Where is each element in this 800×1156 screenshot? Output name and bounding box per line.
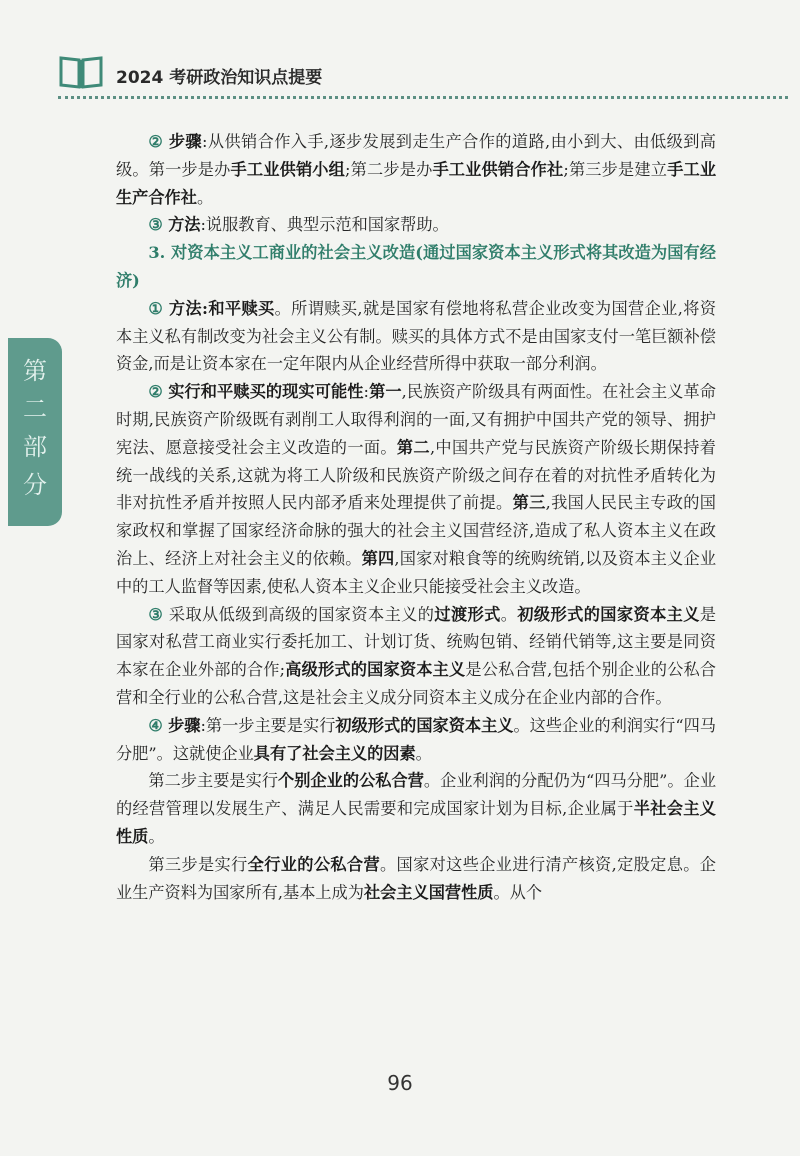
header-title: 2024 考研政治知识点提要 [116,68,323,88]
side-tab-label: 第二部分 [23,357,47,499]
paragraph-redemption-method: ① 方法:和平赎买。所谓赎买,就是国家有偿地将私营企业改变为国营企业,将资本主义私有制改变为社会主义公有制。赎买的具体方式不是由国家支付一笔巨额补偿资金,而是让资本家在一定年限内从企业经营所得中获取一部分利润。 [116,298,717,374]
paragraph-steps-first: ④ 步骤:第一步主要是实行初级形式的国家资本主义。这些企业的利润实行“四马分肥”。这就使企业具有了社会主义的因素。 [116,715,716,763]
paragraph-handicraft-method: ③ 方法:说服教育、典型示范和国家帮助。 [148,215,449,235]
page-number: 96 [387,1071,413,1095]
section-side-tab [8,338,62,526]
page-header [58,54,758,102]
open-book-icon [58,54,104,90]
header-dotted-divider [58,96,788,99]
page-body [116,128,716,906]
paragraph-transition-forms: ③ 采取从低级到高级的国家资本主义的过渡形式。初级形式的国家资本主义是国家对私营工商业实行委托加工、计划订货、统购包销、经销代销等,这主要是同资本家在企业外部的合作;高级形式的国家资本主义是公私合营,包括个别企业的公私合营和全行业的公私合营,这是社会主义成分同资本主义成分在企业内部的合作。 [116,604,717,707]
paragraph-handicraft-steps: ② 步骤:从供销合作入手,逐步发展到走生产合作的道路,由小到大、由低级到高级。第一步是办手工业供销小组;第二步是办手工业供销合作社;第三步是建立手工业生产合作社。 [116,132,717,207]
section-heading-3: 3. 对资本主义工商业的社会主义改造(通过国家资本主义形式将其改造为国有经济) [116,243,716,290]
paragraph-steps-second: 第二步主要是实行个别企业的公私合营。企业利润的分配仍为“四马分肥”。企业的经营管理以发展生产、满足人民需要和完成国家计划为目标,企业属于半社会主义性质。 [116,771,717,846]
paragraph-redemption-possibility: ② 实行和平赎买的现实可能性:第一,民族资产阶级具有两面性。在社会主义革命时期,民族资产阶级既有剥削工人取得利润的一面,又有拥护中国共产党的领导、拥护宪法、愿意接受社会主义改造的一面。第二,中国共产党与民族资产阶级长期保持着统一战线的关系,这就为将工人阶级和民族资产阶级之间存在着的对抗性矛盾转化为非对抗性矛盾并按照人民内部矛盾来处理提供了前提。第三,我国人民民主专政的国家政权和掌握了国家经济命脉的强大的社会主义国营经济,造成了私人资本主义在政治上、经济上对社会主义的依赖。第四,国家对粮食等的统购统销,以及资本主义企业中的工人监督等因素,使私人资本主义企业只能接受社会主义改造。 [116,382,717,596]
paragraph-steps-third: 第三步是实行全行业的公私合营。国家对这些企业进行清产核资,定股定息。企业生产资料为国家所有,基本上成为社会主义国营性质。从个 [116,854,716,902]
